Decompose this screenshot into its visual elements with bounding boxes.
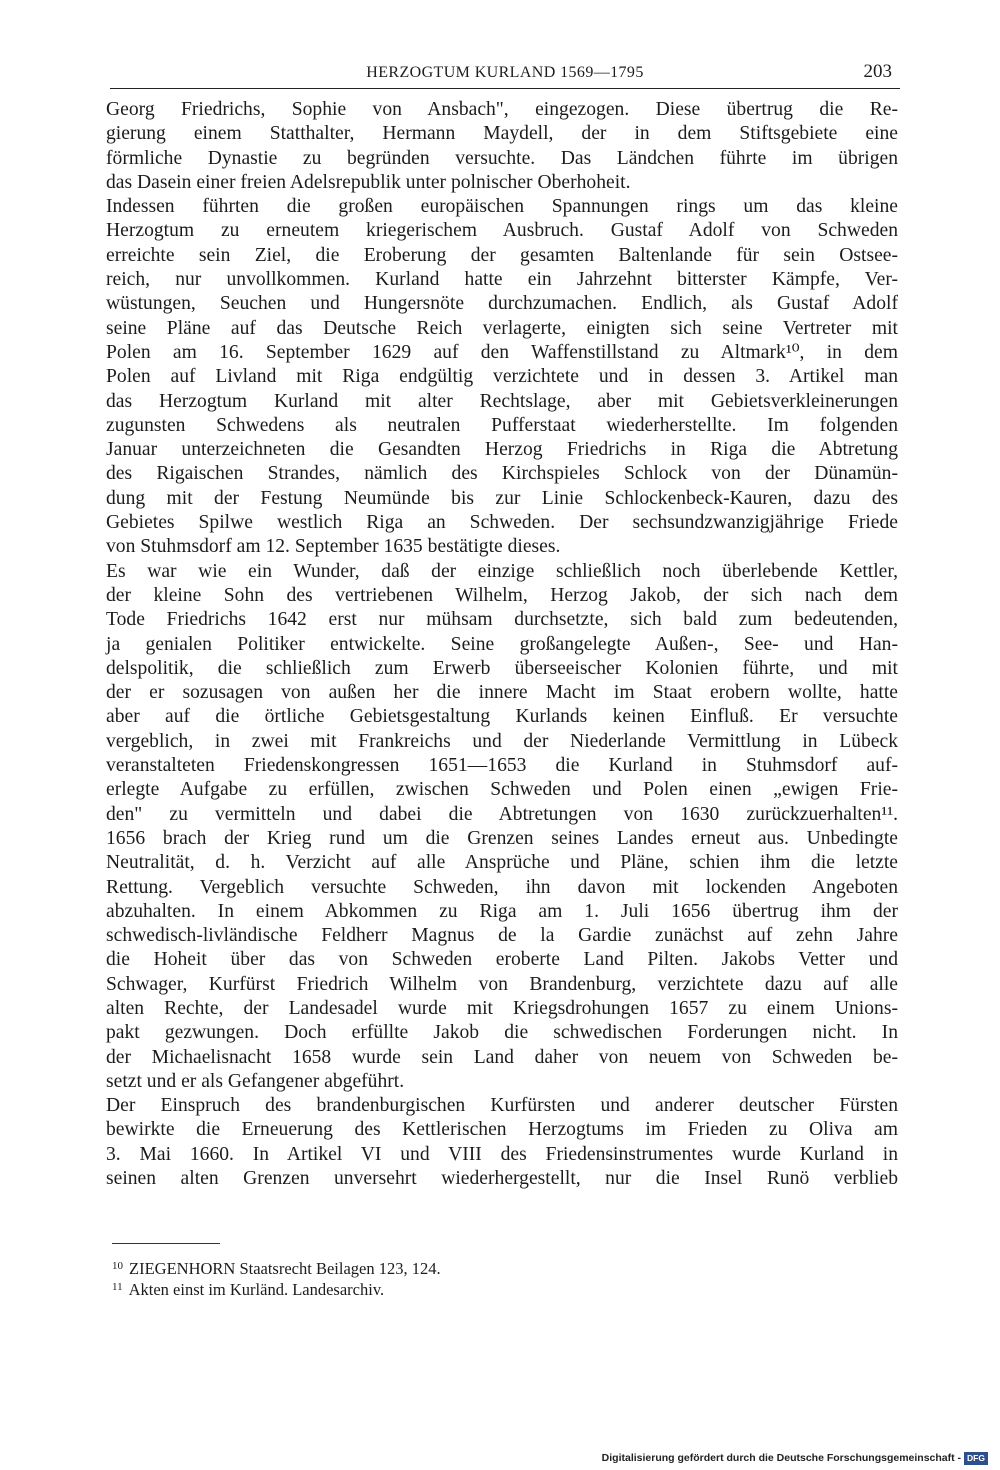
footnote	[112, 1256, 812, 1277]
text-line: der Michaelisnacht 1658 wurde sein Land daher von neuem von Schweden be-	[106, 1046, 898, 1068]
text-line: 3. Mai 1660. In Artikel VI und VIII des Friedensinstrumentes wurde Kurland in	[106, 1143, 898, 1165]
text-line: bewirkte die Erneuerung des Kettlerischen Herzogtums im Frieden zu Oliva am	[106, 1119, 898, 1141]
text-line: veranstalteten Friedenskongressen 1651—1653 die Kurland in Stuhmsdorf auf-	[106, 755, 898, 777]
footnote-text: ZIEGENHORN Staatsrecht Beilagen 123, 124.	[129, 1259, 441, 1278]
text-line: alten Rechte, der Landesadel wurde mit Kriegsdrohungen 1657 zu einem Unions-	[106, 997, 898, 1019]
text-line: Rettung. Vergeblich versuchte Schweden, ihn davon mit lockenden Angeboten	[106, 876, 898, 898]
text-line: Januar unterzeichneten die Gesandten Herzog Friedrichs in Riga die Abtretung	[106, 439, 898, 461]
text-line: Es war wie ein Wunder, daß der einzige schließlich noch überlebende Kettler,	[106, 560, 898, 582]
text-line: 1656 brach der Krieg rund um die Grenzen seines Landes erneut aus. Unbedingte	[106, 827, 898, 849]
text-line: Gebietes Spilwe westlich Riga an Schweden. Der sechsundzwanzigjährige Friede	[106, 512, 898, 534]
text-line: Schwager, Kurfürst Friedrich Wilhelm von Brandenburg, verzichtete dazu auf alle	[106, 973, 898, 995]
header-title: HERZOGTUM KURLAND 1569—1795	[366, 64, 644, 81]
text-line: gierung einem Statthalter, Hermann Maydell, der in dem Stiftsgebiete eine	[106, 123, 898, 145]
text-line: Neutralität, d. h. Verzicht auf alle Ansprüche und Pläne, schien ihm die letzte	[106, 852, 898, 874]
text-line: ja genialen Politiker entwickelte. Seine großangelegte Außen-, See- und Han-	[106, 633, 898, 655]
text-line: dung mit der Festung Neumünde bis zur Linie Schlockenbeck-Kauren, dazu des	[106, 487, 898, 509]
digitization-credit	[602, 1451, 988, 1465]
text-line: Polen am 16. September 1629 auf den Waffenstillstand zu Altmark¹⁰, in dem	[106, 341, 898, 363]
text-line: abzuhalten. In einem Abkommen zu Riga am 1. Juli 1656 übertrug ihm der	[106, 900, 898, 922]
text-line: Herzogtum zu erneutem kriegerischem Ausbruch. Gustaf Adolf von Schweden	[106, 220, 898, 242]
text-line: setzt und er als Gefangener abgeführt.	[106, 1070, 405, 1092]
text-line: pakt gezwungen. Doch erfüllte Jakob die schwedischen Forderungen nicht. In	[106, 1022, 898, 1044]
credit-text: Digitalisierung gefördert durch die Deutsche Forschungsgemeinschaft -	[601, 1452, 962, 1464]
text-line: das Dasein einer freien Adelsrepublik unter polnischer Oberhoheit.	[106, 171, 631, 193]
footnote-text: Akten einst im Kurländ. Landesarchiv.	[128, 1280, 385, 1299]
text-line: schwedisch-livländische Feldherr Magnus de la Gardie zunächst auf zehn Jahre	[106, 925, 898, 947]
text-line: Der Einspruch des brandenburgischen Kurfürsten und anderer deutscher Fürsten	[106, 1095, 898, 1117]
text-line: Indessen führten die großen europäischen Spannungen rings um das kleine	[106, 196, 898, 218]
text-line: förmliche Dynastie zu begründen versuchte. Das Ländchen führte im übrigen	[106, 147, 898, 169]
text-line: seinen alten Grenzen unversehrt wiederhergestellt, nur die Insel Runö verblieb	[106, 1168, 898, 1190]
page-number: 203	[863, 61, 892, 82]
text-line: des Rigaischen Strandes, nämlich des Kirchspieles Schlock von der Dünamün-	[106, 463, 898, 485]
text-line: Tode Friedrichs 1642 erst nur mühsam durchsetzte, sich bald zum bedeutenden,	[106, 609, 898, 631]
text-line: den" zu vermitteln und dabei die Abtretungen von 1630 zurückzuerhalten¹¹.	[106, 803, 898, 825]
text-line: seine Pläne auf das Deutsche Reich verlagerte, einigten sich seine Vertreter mit	[106, 317, 898, 339]
text-line: der kleine Sohn des vertriebenen Wilhelm, Herzog Jakob, der sich nach dem	[106, 584, 898, 606]
text-line: reich, nur unvollkommen. Kurland hatte ein Jahrzehnt bitterster Kämpfe, Ver-	[106, 269, 898, 291]
footnote-divider	[112, 1243, 220, 1244]
body-text	[106, 98, 898, 1191]
text-line: Georg Friedrichs, Sophie von Ansbach", eingezogen. Diese übertrug die Re-	[106, 99, 898, 120]
text-line: vergeblich, in zwei mit Frankreichs und der Niederlande Vermittlung in Lübeck	[106, 730, 898, 752]
text-line: zugunsten Schwedens als neutralen Pufferstaat wiederherstellte. Im folgenden	[106, 414, 898, 436]
text-line: erreichte sein Ziel, die Eroberung der gesamten Baltenlande für sein Ostsee-	[106, 244, 898, 266]
footnote	[112, 1277, 812, 1298]
footnote-number: 10	[112, 1260, 123, 1272]
footnote-number: 11	[112, 1281, 123, 1293]
text-line: der er sozusagen von außen her die innere Macht im Staat erobern wollte, hatte	[106, 682, 898, 704]
text-line: Polen auf Livland mit Riga endgültig verzichtete und in dessen 3. Artikel man	[106, 366, 898, 388]
text-line: delspolitik, die schließlich zum Erwerb überseeischer Kolonien führte, und mit	[106, 657, 898, 679]
text-line: aber auf die örtliche Gebietsgestaltung Kurlands keinen Einfluß. Er versuchte	[106, 706, 898, 728]
dfg-logo-icon: DFG	[964, 1452, 988, 1465]
text-line: erlegte Aufgabe zu erfüllen, zwischen Schweden und Polen einen „ewigen Frie-	[106, 779, 898, 801]
text-line: von Stuhmsdorf am 12. September 1635 bestätigte dieses.	[106, 536, 561, 558]
text-line: das Herzogtum Kurland mit alter Rechtslage, aber mit Gebietsverkleinerungen	[106, 390, 898, 412]
footnotes	[112, 1256, 812, 1298]
text-line: wüstungen, Seuchen und Hungersnöte durchzumachen. Endlich, als Gustaf Adolf	[106, 293, 898, 315]
text-line: die Hoheit über das von Schweden eroberte Land Pilten. Jakobs Vetter und	[106, 949, 898, 971]
running-header	[110, 58, 900, 89]
